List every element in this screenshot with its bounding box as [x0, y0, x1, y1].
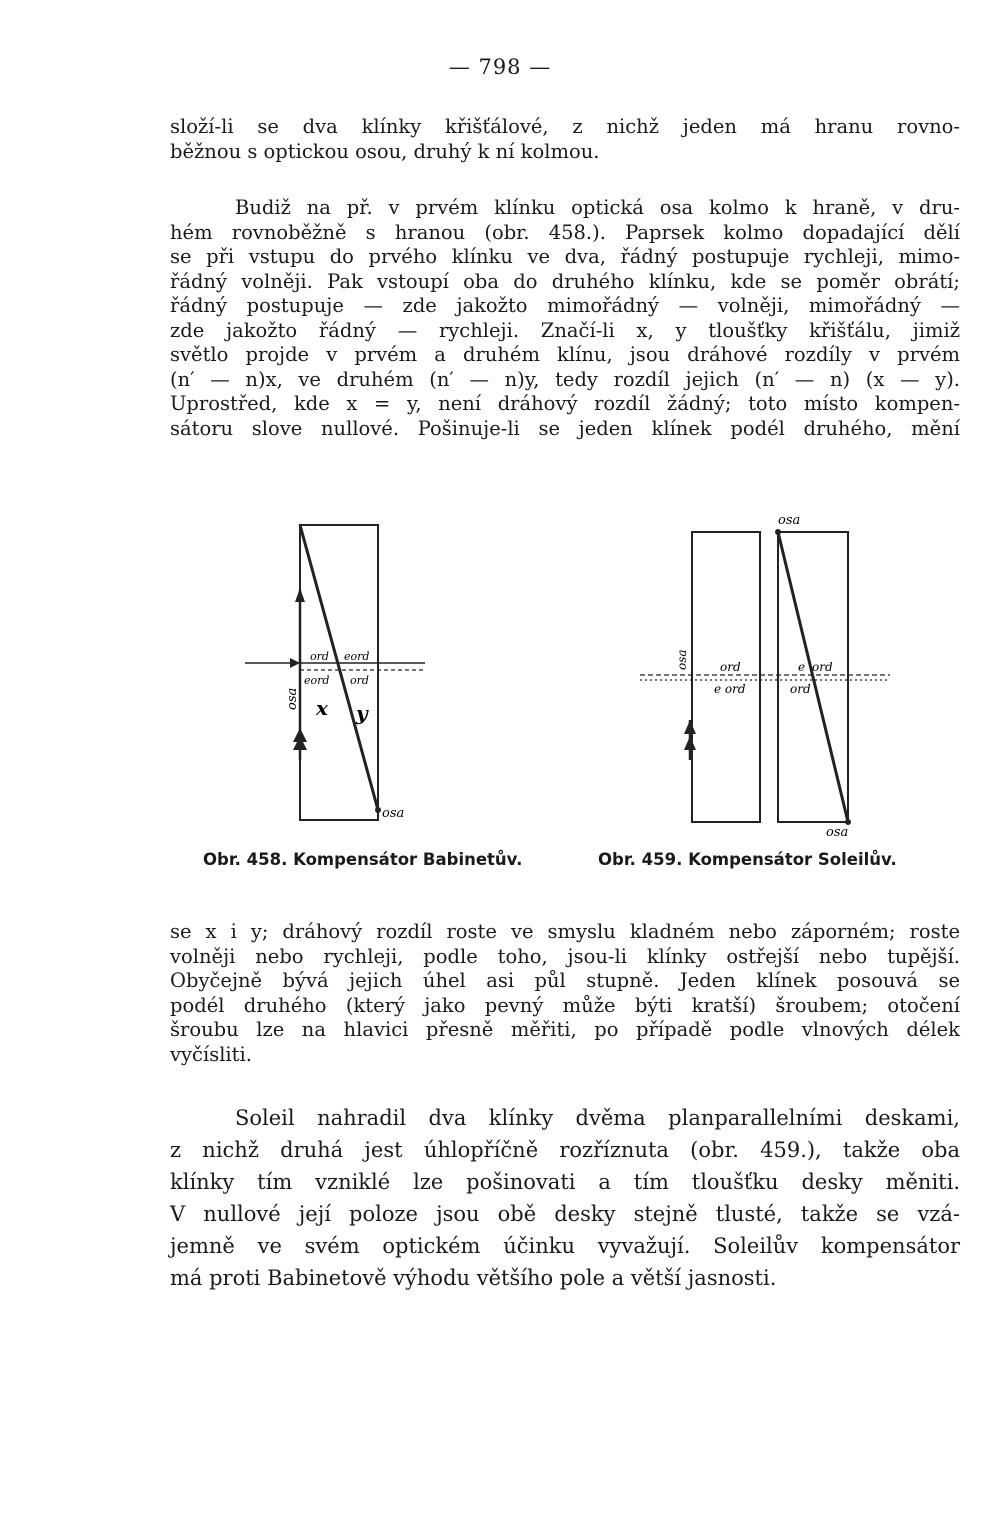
text-line: volněji nebo rychleji, podle toho, jsou-li klínky ostřejší nebo tupější.	[170, 944, 960, 968]
wedge-diagonal	[300, 525, 378, 810]
text-line: z nichž druhá jest úhlopříčně rozříznuta (obr. 459.), takže oba	[170, 1138, 960, 1162]
label-ord: ord	[720, 660, 741, 674]
text-line: Soleil nahradil dva klínky dvěma planparallelními deskami,	[235, 1106, 960, 1130]
split-diagonal	[778, 532, 848, 822]
axis-arrowhead-icon	[295, 588, 305, 602]
paragraph-3	[170, 920, 960, 1067]
plate-outline	[692, 532, 760, 822]
label-osa: osa	[382, 806, 405, 821]
text-line: světlo projde v prvém a druhém klínu, jsou dráhové rozdíly v prvém	[170, 343, 960, 366]
figure-458	[240, 510, 440, 844]
paragraph-1	[170, 115, 960, 164]
text-line: Obyčejně bývá jejich úhel asi půl stupně. Jeden klínek posouvá se	[170, 969, 960, 992]
label-ord: ord	[812, 660, 833, 674]
text-line: má proti Babinetově výhodu většího pole a větší jasnosti.	[170, 1266, 777, 1290]
label-ord: ord	[310, 650, 329, 663]
page-number: — 798 —	[448, 55, 552, 79]
label-osa: osa	[285, 687, 300, 710]
label-eord: eord	[344, 650, 370, 663]
axis-feather-icon	[684, 736, 696, 750]
figure-459-caption: Obr. 459. Kompensátor Soleilův.	[598, 850, 897, 869]
text-line: jemně ve svém optickém účinku vyvažují. Soleilův kompensátor	[170, 1234, 960, 1258]
axis-arrowhead-icon	[684, 720, 696, 734]
text-line: vyčísliti.	[170, 1042, 252, 1066]
label-eord: e ord	[714, 682, 746, 696]
text-line: složí-li se dva klínky křišťálové, z nichž jeden má hranu rovno-	[170, 115, 960, 138]
figure-458-caption: Obr. 458. Kompensátor Babinetův.	[203, 850, 523, 869]
text-line: (n′ — n)x, ve druhém (n′ — n)y, tedy rozdíl jejich (n′ — n) (x — y).	[170, 367, 960, 391]
label-osa: osa	[675, 649, 689, 670]
text-line: zde jakožto řádný — rychleji. Značí-li x, y tloušťky křišťálu, jimiž	[170, 318, 960, 342]
osa-point	[775, 529, 781, 535]
text-line: se x i y; dráhový rozdíl roste ve smyslu kladném nebo záporném; roste	[170, 920, 960, 943]
babinet-diagram	[240, 510, 440, 840]
text-line: běžnou s optickou osou, druhý k ní kolmou.	[170, 139, 600, 163]
label-x: x	[316, 696, 328, 720]
figure-459	[640, 510, 900, 844]
text-line: Budiž na př. v prvém klínku optická osa kolmo k hraně, v dru-	[235, 196, 960, 219]
label-osa: osa	[826, 825, 849, 840]
label-e: e	[798, 660, 806, 674]
soleil-diagram	[640, 510, 900, 840]
text-line: hém rovnoběžně s hranou (obr. 458.). Paprsek kolmo dopadající dělí	[170, 220, 960, 244]
text-line: podél druhého (který jako pevný může býti kratší) šroubem; otočení	[170, 993, 960, 1017]
text-line: sátoru slove nullové. Pošinuje-li se jeden klínek podél druhého, mění	[170, 416, 960, 440]
text-line: V nullové její poloze jsou obě desky stejně tlusté, takže se vzá-	[170, 1202, 960, 1226]
ray-arrow-icon	[290, 658, 300, 668]
paragraph-2	[170, 196, 960, 441]
text-line: šroubu lze na hlavici přesně měřiti, po případě podle vlnových délek	[170, 1018, 960, 1041]
label-eord: eord	[304, 674, 330, 687]
label-ord: ord	[350, 674, 369, 687]
paragraph-4	[170, 1102, 960, 1294]
text-line: se při vstupu do prvého klínku ve dva, řádný postupuje rychleji, mimo-	[170, 245, 960, 268]
text-line: Uprostřed, kde x = y, není dráhový rozdíl žádný; toto místo kompen-	[170, 392, 960, 415]
text-line: řádný volněji. Pak vstoupí oba do druhého klínku, kde se poměr obrátí;	[170, 269, 960, 293]
text-line: klínky tím vzniklé lze pošinovati a tím tloušťku desky měniti.	[170, 1170, 960, 1194]
label-osa: osa	[778, 513, 801, 528]
text-line: řádný postupuje — zde jakožto mimořádný — volněji, mimořádný —	[170, 294, 960, 317]
label-y: y	[356, 701, 368, 725]
label-ord: ord	[790, 682, 811, 696]
osa-point	[375, 807, 381, 813]
